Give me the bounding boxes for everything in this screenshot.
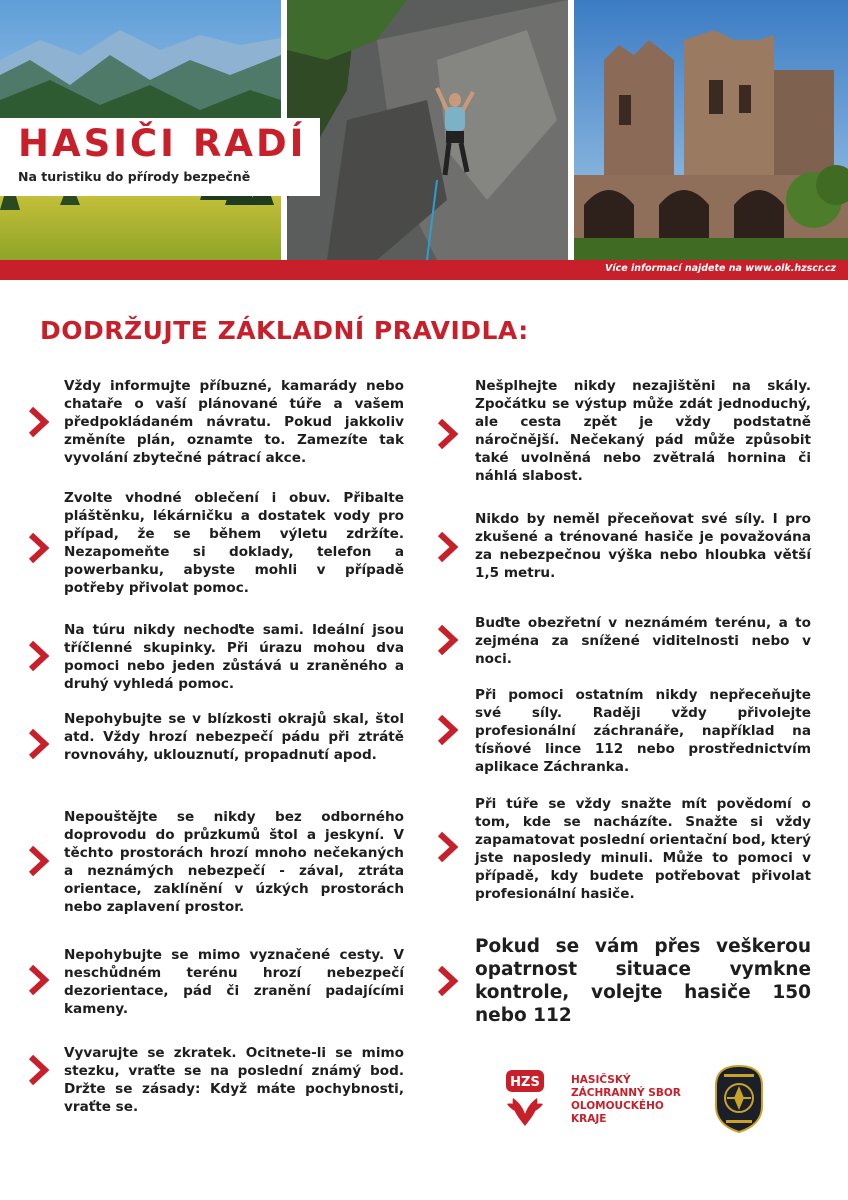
info-bar bbox=[0, 260, 848, 280]
info-link-text[interactable]: Více informací najdete na www.olk.hzscr.cz bbox=[604, 263, 836, 274]
chevron-right-icon bbox=[26, 405, 52, 439]
chevron-right-icon bbox=[435, 417, 461, 451]
rule-text: Při pomoci ostatním nikdy nepřeceňujte své síly. Raději vždy přivolejte profesionální záchranáře, například na tísňové lince 112 nebo prostřednictvím aplikace Záchranka. bbox=[475, 687, 811, 775]
chevron-right-icon bbox=[435, 964, 461, 998]
page-title: HASIČI RADÍ bbox=[18, 122, 307, 165]
chevron-right-icon bbox=[26, 531, 52, 565]
rule-text: Nepohybujte se v blízkosti okrajů skal, štol atd. Vždy hrozí nebezpečí pádu při ztrátě rovnováhy, uklouznutí, propadnutí apod. bbox=[64, 711, 404, 763]
rule-text: Nepohybujte se mimo vyznačené cesty. V neschůdném terénu hrozí nebezpečí dezorientace, pád či zranění padajícími kameny. bbox=[64, 947, 404, 1017]
title-box bbox=[0, 118, 320, 196]
chevron-right-icon bbox=[26, 639, 52, 673]
chevron-right-icon bbox=[26, 727, 52, 761]
hzs-organization-name: HASIČSKÝ ZÁCHRANNÝ SBOR OLOMOUCKÉHO KRAJE bbox=[571, 1074, 681, 1125]
chevron-right-icon bbox=[435, 623, 461, 657]
rule-text: Nešplhejte nikdy nezajištěni na skály. Zpočátku se výstup může zdát jednoduchý, ale cesta zpět je vždy podstatně náročnější. Nečekaný pád může způsobit také uvolněná nebo zvětralá hornina či náhlá slabost. bbox=[475, 378, 811, 484]
hzs-logo-text: HZS bbox=[510, 1075, 540, 1090]
chevron-right-icon bbox=[26, 963, 52, 997]
castle-ruins-photo bbox=[574, 0, 848, 260]
rules-heading: DODRŽUJTE ZÁKLADNÍ PRAVIDLA: bbox=[40, 316, 529, 345]
chevron-right-icon bbox=[26, 1053, 52, 1087]
rock-climber-photo bbox=[287, 0, 568, 260]
page-subtitle: Na turistiku do přírody bezpečně bbox=[18, 169, 251, 184]
rule-text: Na túru nikdy nechoďte sami. Ideální jsou tříčlenné skupinky. Při úrazu mohou dva pomoci nebo jeden zůstává u zraněného a druhý vyhledá pomoc. bbox=[64, 622, 404, 692]
chevron-right-icon bbox=[435, 530, 461, 564]
rule-text: Při túře se vždy snažte mít povědomí o tom, kde se nacházíte. Snažte si vždy zapamatovat poslední orientační bod, který jste naposledy minuli. Může to pomoci v případě, kdy budete potřebovat přivolat profesionální hasiče. bbox=[475, 796, 811, 902]
emergency-note-text: Pokud se vám přes veškerou opatrnost situace vymkne kontrole, volejte hasiče 150 nebo 112 bbox=[475, 936, 811, 1026]
rule-text: Nikdo by neměl přeceňovat své síly. I pro zkušené a trénované hasiče je považována za nebezpečnou výška nebo hloubka větší 1,5 metru. bbox=[475, 511, 811, 581]
rule-text: Nepouštějte se nikdy bez odborného doprovodu do průzkumů štol a jeskyní. V těchto prostorách hrozí mnoho nečekaných a neznámých nebezpečí - zával, ztráta orientace, zaklínění v úzkých prostorách nebo zaplavení prostor. bbox=[64, 809, 404, 915]
rule-text: Zvolte vhodné oblečení i obuv. Přibalte pláštěnku, lékárničku a dostatek vody pro případ, že se během výletu zdržíte. Nezapomeňte si doklady, telefon a powerbanku, abyste mohli v případě potřeby přivolat pomoc. bbox=[64, 490, 404, 596]
chevron-right-icon bbox=[435, 830, 461, 864]
rule-text: Buďte obezřetní v neznámém terénu, a to zejména za snížené viditelnosti nebo v noci. bbox=[475, 615, 811, 667]
chevron-right-icon bbox=[26, 844, 52, 878]
hzs-logo bbox=[503, 1068, 565, 1130]
chevron-right-icon bbox=[435, 713, 461, 747]
rule-text: Vyvarujte se zkratek. Ocitnete-li se mimo stezku, vraťte se na poslední známý bod. Držte se zásady: Když máte pochybnosti, vraťte se. bbox=[64, 1045, 404, 1115]
fire-brigade-badge-icon bbox=[714, 1064, 764, 1134]
rule-text: Vždy informujte příbuzné, kamarády nebo chataře o vaší plánované túře a vašem předpokládaném návratu. Pokud jakkoliv změníte plán, oznamte to. Zamezíte tak vyvolání zbytečné pátrací akce. bbox=[64, 378, 404, 466]
